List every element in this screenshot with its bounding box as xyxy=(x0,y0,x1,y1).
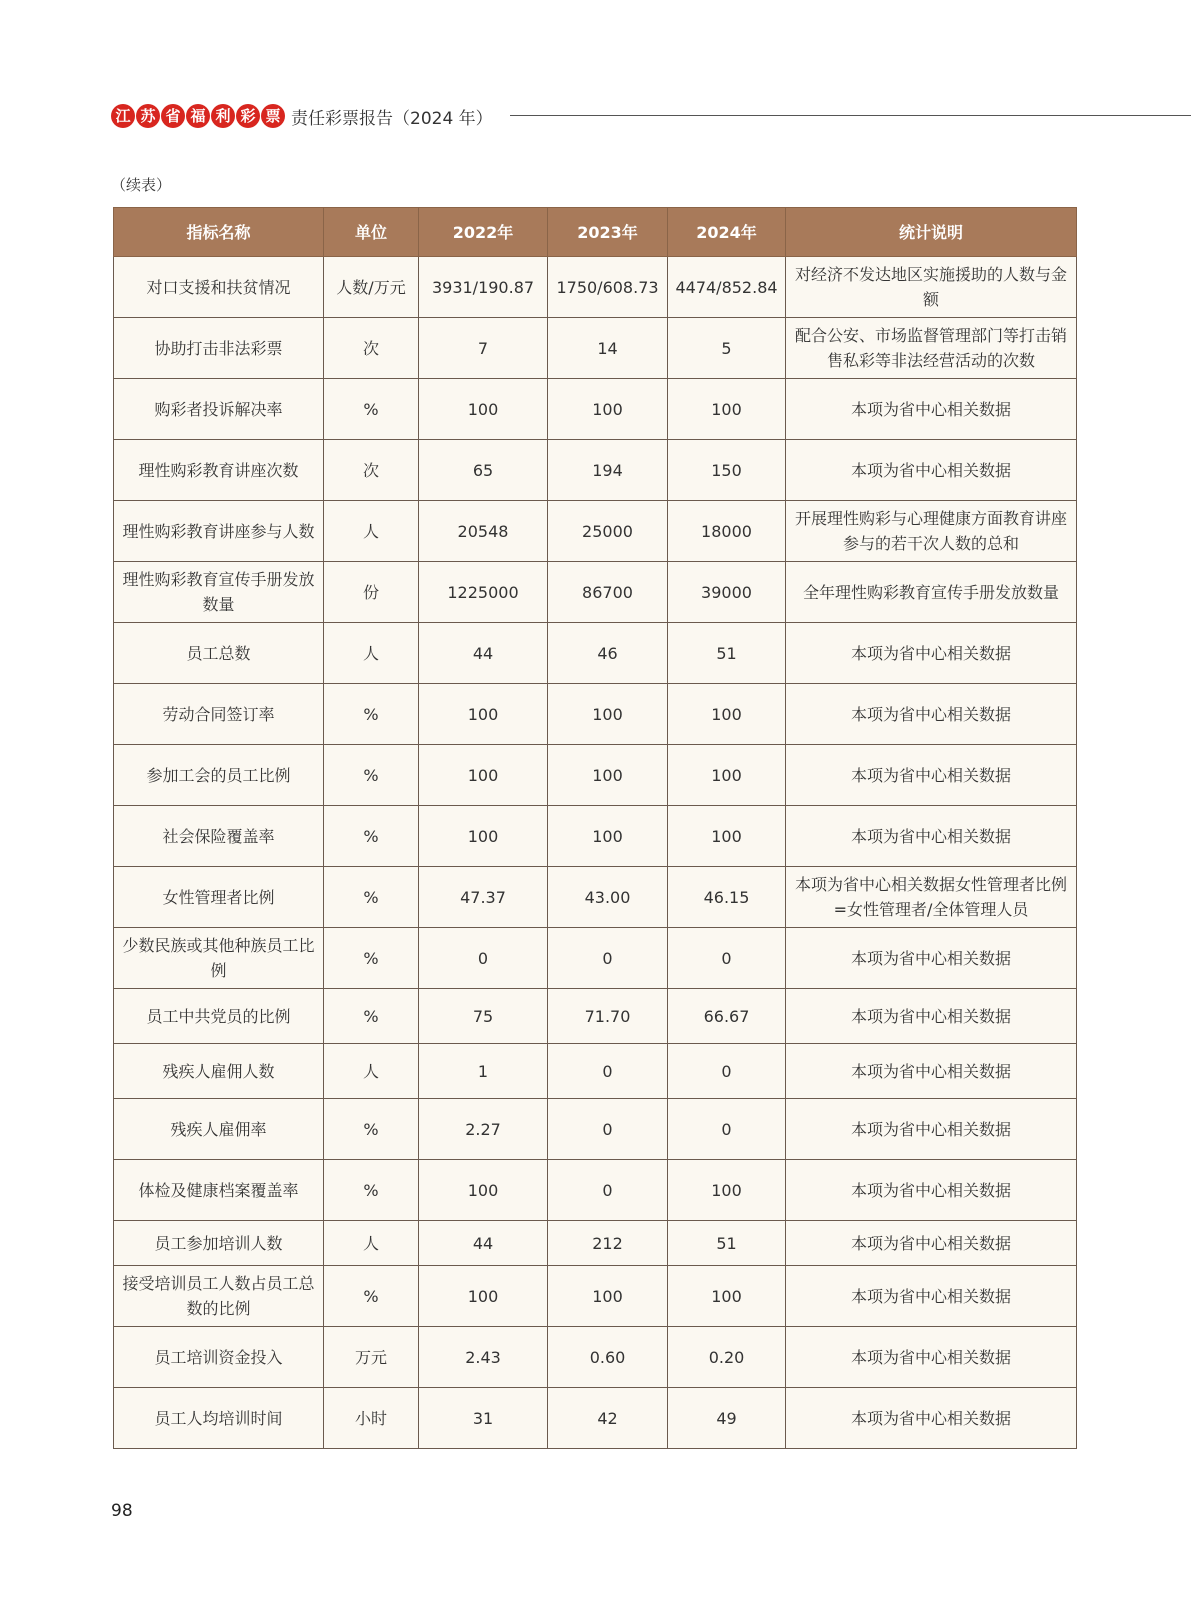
cell-unit: 次 xyxy=(324,440,419,501)
cell-unit: 万元 xyxy=(324,1327,419,1388)
cell-2023: 100 xyxy=(548,806,668,867)
header-divider xyxy=(510,115,1191,116)
cell-2022: 2.43 xyxy=(419,1327,548,1388)
brand-badges xyxy=(111,104,285,128)
cell-notes: 本项为省中心相关数据 xyxy=(786,1327,1077,1388)
cell-unit: 人 xyxy=(324,623,419,684)
cell-2022: 31 xyxy=(419,1388,548,1449)
cell-notes: 本项为省中心相关数据 xyxy=(786,1221,1077,1266)
column-header-unit: 单位 xyxy=(324,208,419,257)
cell-unit: 人 xyxy=(324,501,419,562)
cell-unit: 人数/万元 xyxy=(324,257,419,318)
cell-unit: 人 xyxy=(324,1221,419,1266)
cell-indicator: 员工参加培训人数 xyxy=(114,1221,324,1266)
cell-indicator: 少数民族或其他种族员工比例 xyxy=(114,928,324,989)
table-row xyxy=(114,562,1077,623)
cell-2024: 100 xyxy=(668,806,786,867)
cell-2022: 44 xyxy=(419,1221,548,1266)
table-row xyxy=(114,501,1077,562)
cell-2024: 49 xyxy=(668,1388,786,1449)
cell-2024: 46.15 xyxy=(668,867,786,928)
continuation-label: （续表） xyxy=(111,176,172,194)
cell-2024: 100 xyxy=(668,684,786,745)
cell-2022: 20548 xyxy=(419,501,548,562)
cell-notes: 本项为省中心相关数据 xyxy=(786,684,1077,745)
cell-2023: 0 xyxy=(548,1044,668,1099)
cell-2024: 5 xyxy=(668,318,786,379)
cell-notes: 全年理性购彩教育宣传手册发放数量 xyxy=(786,562,1077,623)
cell-indicator: 理性购彩教育讲座参与人数 xyxy=(114,501,324,562)
brand-badge-char: 省 xyxy=(161,104,185,128)
cell-2024: 0 xyxy=(668,1099,786,1160)
cell-2023: 212 xyxy=(548,1221,668,1266)
cell-unit: % xyxy=(324,745,419,806)
cell-2022: 100 xyxy=(419,379,548,440)
cell-2023: 86700 xyxy=(548,562,668,623)
cell-2024: 100 xyxy=(668,745,786,806)
cell-2023: 71.70 xyxy=(548,989,668,1044)
table-row xyxy=(114,440,1077,501)
cell-2024: 0 xyxy=(668,928,786,989)
column-header-2024: 2024年 xyxy=(668,208,786,257)
table-row xyxy=(114,684,1077,745)
table-row xyxy=(114,318,1077,379)
cell-indicator: 女性管理者比例 xyxy=(114,867,324,928)
brand-badge-char: 苏 xyxy=(136,104,160,128)
report-header xyxy=(111,100,493,132)
cell-indicator: 残疾人雇佣率 xyxy=(114,1099,324,1160)
table-row xyxy=(114,379,1077,440)
column-header-indicator: 指标名称 xyxy=(114,208,324,257)
cell-unit: % xyxy=(324,806,419,867)
cell-2022: 100 xyxy=(419,684,548,745)
column-header-notes: 统计说明 xyxy=(786,208,1077,257)
column-header-2022: 2022年 xyxy=(419,208,548,257)
cell-2022: 1225000 xyxy=(419,562,548,623)
report-title: 责任彩票报告（2024 年） xyxy=(291,108,493,129)
cell-2024: 0.20 xyxy=(668,1327,786,1388)
cell-2023: 0 xyxy=(548,1160,668,1221)
cell-notes: 本项为省中心相关数据 xyxy=(786,1044,1077,1099)
cell-2022: 2.27 xyxy=(419,1099,548,1160)
cell-2023: 42 xyxy=(548,1388,668,1449)
cell-indicator: 劳动合同签订率 xyxy=(114,684,324,745)
cell-2024: 150 xyxy=(668,440,786,501)
table-row xyxy=(114,1327,1077,1388)
table-row xyxy=(114,1388,1077,1449)
cell-indicator: 参加工会的员工比例 xyxy=(114,745,324,806)
cell-unit: % xyxy=(324,928,419,989)
table-header-row xyxy=(114,208,1077,257)
cell-notes: 本项为省中心相关数据 xyxy=(786,806,1077,867)
cell-notes: 开展理性购彩与心理健康方面教育讲座参与的若干次人数的总和 xyxy=(786,501,1077,562)
cell-2023: 100 xyxy=(548,1266,668,1327)
cell-notes: 本项为省中心相关数据 xyxy=(786,1099,1077,1160)
cell-indicator: 员工中共党员的比例 xyxy=(114,989,324,1044)
table-row xyxy=(114,867,1077,928)
brand-badge-char: 彩 xyxy=(236,104,260,128)
cell-2023: 14 xyxy=(548,318,668,379)
cell-2024: 100 xyxy=(668,1266,786,1327)
cell-unit: 人 xyxy=(324,1044,419,1099)
table-row xyxy=(114,928,1077,989)
cell-notes: 本项为省中心相关数据 xyxy=(786,928,1077,989)
cell-unit: 份 xyxy=(324,562,419,623)
cell-unit: 小时 xyxy=(324,1388,419,1449)
cell-unit: % xyxy=(324,1160,419,1221)
cell-indicator: 员工总数 xyxy=(114,623,324,684)
cell-2022: 100 xyxy=(419,745,548,806)
cell-unit: % xyxy=(324,379,419,440)
cell-2024: 100 xyxy=(668,379,786,440)
cell-notes: 对经济不发达地区实施援助的人数与金额 xyxy=(786,257,1077,318)
cell-notes: 配合公安、市场监督管理部门等打击销售私彩等非法经营活动的次数 xyxy=(786,318,1077,379)
cell-indicator: 对口支援和扶贫情况 xyxy=(114,257,324,318)
cell-notes: 本项为省中心相关数据 xyxy=(786,1388,1077,1449)
table-row xyxy=(114,1221,1077,1266)
cell-2024: 51 xyxy=(668,623,786,684)
table-row xyxy=(114,989,1077,1044)
cell-indicator: 协助打击非法彩票 xyxy=(114,318,324,379)
cell-indicator: 理性购彩教育宣传手册发放数量 xyxy=(114,562,324,623)
cell-unit: 次 xyxy=(324,318,419,379)
table-row xyxy=(114,257,1077,318)
table-row xyxy=(114,745,1077,806)
cell-2022: 100 xyxy=(419,1160,548,1221)
cell-notes: 本项为省中心相关数据 xyxy=(786,379,1077,440)
cell-notes: 本项为省中心相关数据 xyxy=(786,440,1077,501)
table-row xyxy=(114,1099,1077,1160)
table-row xyxy=(114,1044,1077,1099)
cell-2023: 1750/608.73 xyxy=(548,257,668,318)
cell-2024: 100 xyxy=(668,1160,786,1221)
table-row xyxy=(114,1266,1077,1327)
cell-2022: 7 xyxy=(419,318,548,379)
cell-2023: 0 xyxy=(548,1099,668,1160)
cell-notes: 本项为省中心相关数据 xyxy=(786,745,1077,806)
cell-indicator: 员工培训资金投入 xyxy=(114,1327,324,1388)
cell-2023: 100 xyxy=(548,745,668,806)
brand-badge-char: 票 xyxy=(261,104,285,128)
cell-2024: 18000 xyxy=(668,501,786,562)
cell-indicator: 残疾人雇佣人数 xyxy=(114,1044,324,1099)
cell-2023: 100 xyxy=(548,379,668,440)
cell-2022: 3931/190.87 xyxy=(419,257,548,318)
cell-indicator: 员工人均培训时间 xyxy=(114,1388,324,1449)
cell-2024: 51 xyxy=(668,1221,786,1266)
cell-notes: 本项为省中心相关数据女性管理者比例=女性管理者/全体管理人员 xyxy=(786,867,1077,928)
table-row xyxy=(114,1160,1077,1221)
cell-notes: 本项为省中心相关数据 xyxy=(786,1266,1077,1327)
cell-2023: 46 xyxy=(548,623,668,684)
cell-2024: 0 xyxy=(668,1044,786,1099)
cell-2022: 75 xyxy=(419,989,548,1044)
table-row xyxy=(114,623,1077,684)
cell-indicator: 体检及健康档案覆盖率 xyxy=(114,1160,324,1221)
cell-unit: % xyxy=(324,1099,419,1160)
cell-2022: 100 xyxy=(419,806,548,867)
cell-2023: 25000 xyxy=(548,501,668,562)
cell-2024: 66.67 xyxy=(668,989,786,1044)
cell-2022: 44 xyxy=(419,623,548,684)
cell-2023: 0.60 xyxy=(548,1327,668,1388)
column-header-2023: 2023年 xyxy=(548,208,668,257)
cell-2023: 0 xyxy=(548,928,668,989)
cell-notes: 本项为省中心相关数据 xyxy=(786,623,1077,684)
table-row xyxy=(114,806,1077,867)
cell-unit: % xyxy=(324,684,419,745)
cell-2024: 39000 xyxy=(668,562,786,623)
cell-2023: 194 xyxy=(548,440,668,501)
cell-unit: % xyxy=(324,867,419,928)
cell-unit: % xyxy=(324,989,419,1044)
cell-unit: % xyxy=(324,1266,419,1327)
cell-indicator: 购彩者投诉解决率 xyxy=(114,379,324,440)
cell-2023: 43.00 xyxy=(548,867,668,928)
indicator-table xyxy=(113,207,1077,1449)
cell-notes: 本项为省中心相关数据 xyxy=(786,989,1077,1044)
cell-2023: 100 xyxy=(548,684,668,745)
cell-notes: 本项为省中心相关数据 xyxy=(786,1160,1077,1221)
cell-2022: 1 xyxy=(419,1044,548,1099)
cell-2022: 0 xyxy=(419,928,548,989)
cell-2024: 4474/852.84 xyxy=(668,257,786,318)
cell-indicator: 接受培训员工人数占员工总数的比例 xyxy=(114,1266,324,1327)
cell-indicator: 社会保险覆盖率 xyxy=(114,806,324,867)
page-number: 98 xyxy=(111,1501,133,1521)
brand-badge-char: 江 xyxy=(111,104,135,128)
brand-badge-char: 福 xyxy=(186,104,210,128)
cell-2022: 65 xyxy=(419,440,548,501)
cell-2022: 100 xyxy=(419,1266,548,1327)
cell-indicator: 理性购彩教育讲座次数 xyxy=(114,440,324,501)
brand-badge-char: 利 xyxy=(211,104,235,128)
cell-2022: 47.37 xyxy=(419,867,548,928)
